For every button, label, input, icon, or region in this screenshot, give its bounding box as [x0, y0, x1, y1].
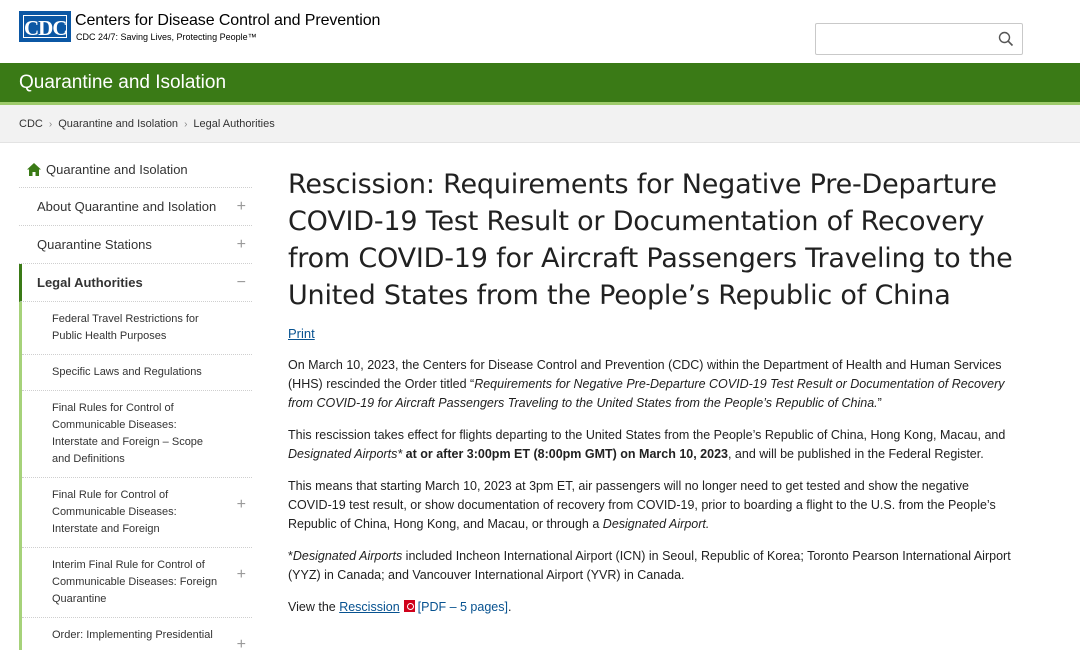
search-icon[interactable]: [998, 31, 1014, 47]
sidebar-nav: [19, 152, 252, 650]
chevron-right-icon: ›: [184, 118, 188, 130]
sidebar-subitem-label: Interim Final Rule for Control of Communicable Diseases: Foreign Quarantine: [52, 559, 218, 605]
print-link[interactable]: Print: [288, 326, 315, 341]
cdc-logo-text: CDC: [24, 16, 67, 40]
breadcrumb-item-legal[interactable]: Legal Authorities: [193, 118, 275, 130]
sidebar-home[interactable]: [19, 152, 252, 188]
sidebar-item-about[interactable]: [19, 188, 252, 226]
text-emphasis: Designated Airports*: [288, 447, 403, 461]
pdf-meta: [PDF – 5 pages]: [417, 600, 508, 614]
rescission-link[interactable]: Rescission: [339, 600, 400, 614]
sidebar-item-label: About Quarantine and Isolation: [37, 199, 217, 214]
sidebar-subitem-label: Federal Travel Restrictions for Public Health Purposes: [52, 313, 199, 342]
sidebar-item-stations[interactable]: [19, 226, 252, 264]
sidebar-subitem[interactable]: [22, 355, 252, 391]
sidebar-item-label: Legal Authorities: [37, 275, 143, 290]
paragraph-order: [288, 356, 1016, 413]
sidebar-subitem[interactable]: [22, 391, 252, 478]
sidebar-subitem-label: Order: Implementing Presidential: [52, 629, 213, 641]
site-title[interactable]: Centers for Disease Control and Prevention: [75, 12, 381, 29]
text: .: [507, 600, 512, 614]
text-bold: at or after 3:00pm ET (8:00pm GMT) on March 10, 2023: [402, 447, 728, 461]
paragraph-airports: [288, 547, 1016, 585]
paragraph-view: [288, 598, 1016, 617]
sidebar-subitem-label: Final Rules for Control of Communicable Diseases: Interstate and Foreign – Scope and Definitions: [52, 402, 204, 465]
text-emphasis: Designated Airport.: [602, 517, 710, 531]
text: View the: [288, 600, 340, 614]
chevron-right-icon: ›: [48, 118, 53, 130]
breadcrumb-bar: [0, 105, 1080, 143]
sidebar-subitem[interactable]: [22, 548, 252, 618]
breadcrumb-item-cdc[interactable]: CDC: [19, 118, 43, 130]
section-banner: [0, 63, 1080, 105]
sidebar-subitem[interactable]: [22, 618, 252, 650]
site-header: [0, 0, 1080, 63]
expand-icon[interactable]: +: [236, 235, 246, 253]
text: This means that starting March 10, 2023 at 3pm ET, air passengers will no longer need to get tested and show the negative COVID-19 test result, or show documentation of recovery from COVID-19, prior to boarding a flight to the U.S. from the People’s Republic of China, Hong Kong, and Macau, or through a: [288, 479, 996, 531]
collapse-icon[interactable]: −: [236, 273, 246, 291]
sidebar-subitem-label: Specific Laws and Regulations: [52, 366, 202, 378]
site-tagline: CDC 24/7: Saving Lives, Protecting People™: [76, 32, 257, 42]
breadcrumb-item-quarantine[interactable]: Quarantine and Isolation: [58, 118, 179, 130]
sidebar-subitem[interactable]: [22, 302, 252, 355]
text: , and will be published in the Federal Register.: [727, 447, 984, 461]
main-content: [288, 166, 1016, 617]
sidebar-subitem[interactable]: [22, 478, 252, 548]
order-title: Requirements for Negative Pre-Departure COVID-19 Test Result or Documentation of Recovery from COVID-19 for Aircraft Passengers Traveling to the United States from the People’s Republic of China.: [288, 377, 1005, 410]
sidebar-item-label: Quarantine Stations: [37, 237, 152, 252]
paragraph-meaning: [288, 477, 1016, 534]
sidebar-item-legal[interactable]: [19, 264, 252, 302]
search-input[interactable]: [815, 23, 1023, 55]
text: included Incheon International Airport (ICN) in Seoul, Republic of Korea; Toronto Pearson International Airport (YYZ) in Canada; and Vancouver International Airport (YVR) in Canada.: [288, 549, 1011, 582]
text: *: [288, 549, 293, 563]
page-title: Rescission: Requirements for Negative Pre-Departure COVID-19 Test Result or Documentation of Recovery from COVID-19 for Aircraft Passengers Traveling to the United States from the People’s Republic of China: [288, 169, 1013, 311]
pdf-icon: [404, 600, 415, 612]
breadcrumb: [19, 118, 275, 130]
cdc-logo[interactable]: [19, 11, 71, 42]
paragraph-effective: [288, 426, 1016, 464]
expand-icon[interactable]: +: [236, 636, 246, 650]
sidebar-home-label: Quarantine and Isolation: [46, 162, 188, 177]
home-icon: [27, 163, 41, 176]
banner-title[interactable]: Quarantine and Isolation: [19, 72, 227, 93]
text-emphasis: Designated Airports: [292, 549, 403, 563]
sidebar-sublist: [19, 302, 252, 650]
text: This rescission takes effect for flights departing to the United States from the People’s Republic of China, Hong Kong, Macau, and: [288, 428, 1006, 442]
expand-icon[interactable]: +: [236, 496, 246, 513]
expand-icon[interactable]: +: [236, 197, 246, 215]
text: ”: [877, 396, 882, 410]
text: On March 10, 2023, the Centers for Disease Control and Prevention (CDC) within the Department of Health and Human Services (HHS) rescinded the Order titled “: [288, 358, 1002, 391]
sidebar-subitem-label: Final Rule for Control of Communicable Diseases: Interstate and Foreign: [52, 489, 177, 535]
expand-icon[interactable]: +: [236, 566, 246, 583]
